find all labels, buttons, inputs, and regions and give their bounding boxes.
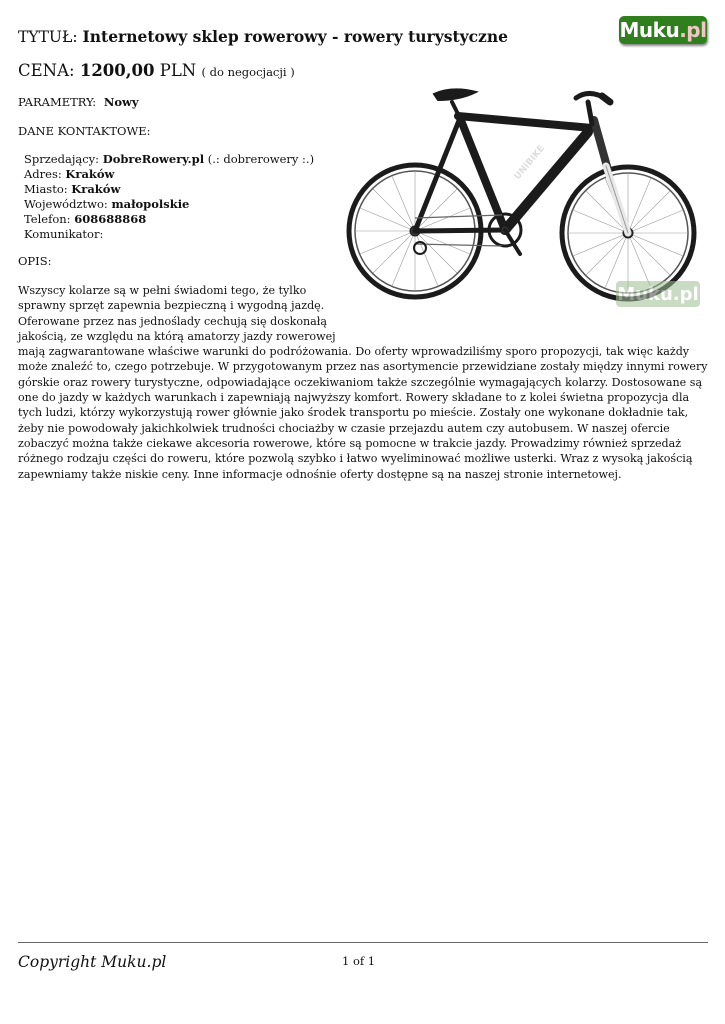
province-value: małopolskie <box>111 197 190 211</box>
contact-details <box>24 152 314 242</box>
title-label: TYTUŁ: <box>18 28 78 46</box>
bike-photo[interactable] <box>340 58 710 314</box>
address-label: Adres: <box>24 167 62 181</box>
footer-divider <box>18 942 708 943</box>
seller-label: Sprzedający: <box>24 152 100 166</box>
price-note: ( do negocjacji ) <box>201 65 295 79</box>
price-currency: PLN <box>159 61 197 80</box>
copyright-text: Copyright Muku.pl <box>18 953 167 971</box>
seller-row <box>24 152 314 167</box>
photo-wrap-space <box>338 283 708 332</box>
address-row <box>24 167 314 182</box>
seller-value: DobreRowery.pl <box>102 152 205 166</box>
description-body <box>18 283 708 482</box>
address-value: Kraków <box>65 167 115 181</box>
handlebar <box>576 93 610 102</box>
phone-row <box>24 212 314 227</box>
phone-label: Telefon: <box>24 212 71 226</box>
listing-price <box>18 61 295 80</box>
params-value: Nowy <box>103 95 139 109</box>
bike-seat <box>434 89 476 100</box>
city-row <box>24 182 314 197</box>
province-label: Województwo: <box>24 197 108 211</box>
province-row <box>24 197 314 212</box>
seller-nick: (.: dobrerowery :.) <box>207 152 315 166</box>
messenger-label: Komunikator: <box>24 227 104 241</box>
page-counter: 1 of 1 <box>342 954 376 968</box>
params-label: PARAMETRY: <box>18 95 97 109</box>
price-label: CENA: <box>18 61 75 80</box>
contact-heading: DANE KONTAKTOWE: <box>18 124 151 138</box>
price-value: 1200,00 <box>79 61 155 80</box>
watermark-text: Muku.pl <box>617 284 699 305</box>
params-line <box>18 95 139 109</box>
city-label: Miasto: <box>24 182 68 196</box>
description-heading: OPIS: <box>18 254 52 268</box>
description-text: Wszyscy kolarze są w pełni świadomi tego, że tylko sprawny sprzęt zapewnia bezpieczną i wygodną jazdę. Oferowane przez nas jednoślady cechują się doskonałą jakością, ze względu na którą amatorzy jazdy rowerowej mają zagwarantowane właściwe warunki do podróżowania. Do oferty wprowadziliśmy sporo propozycji, tak więc każdy może znaleźć to, czego potrzebuje. W przygotowanym przez nas asortymencie przewidziane zostały między innymi rowery górskie oraz rowery turystyczne, odpowiadające oczekiwaniom także szczególnie wymagających kolarzy. Dostosowane są one do jazdy w każdych warunkach i zapewniają najwyższy komfort. Rowery składane to z kolei świetna propozycja dla tych ludzi, którzy wykorzystują rower głównie jako środek transportu po mieście. Zostały one wykonane dokładnie tak, żeby nie powodowały jakichkolwiek trudności chociażby w czasie przejazdu autem czy autobusem. W naszej ofercie zobaczyć można także ciekawe akcesoria rowerowe, które są pomocne w trakcie jazdy. Prowadzimy również sprzedaż różnego rodzaju części do roweru, które pozwolą szybko i łatwo wyeliminować możliwe usterki. Wraz z wysoką jakością zapewniamy także niskie ceny. Inne informacje odnośnie oferty dostępne są na naszej stronie internetowej. <box>18 284 708 481</box>
frame-brand-text: UNIBIKE <box>512 143 547 182</box>
muku-logo[interactable] <box>619 16 707 44</box>
city-value: Kraków <box>71 182 121 196</box>
listing-title <box>18 27 508 46</box>
messenger-row <box>24 227 314 242</box>
phone-value[interactable]: 608688868 <box>74 212 147 226</box>
title-value: Internetowy sklep rowerowy - rowery turystyczne <box>82 27 508 46</box>
logo-text: Muku.pl <box>619 18 707 42</box>
